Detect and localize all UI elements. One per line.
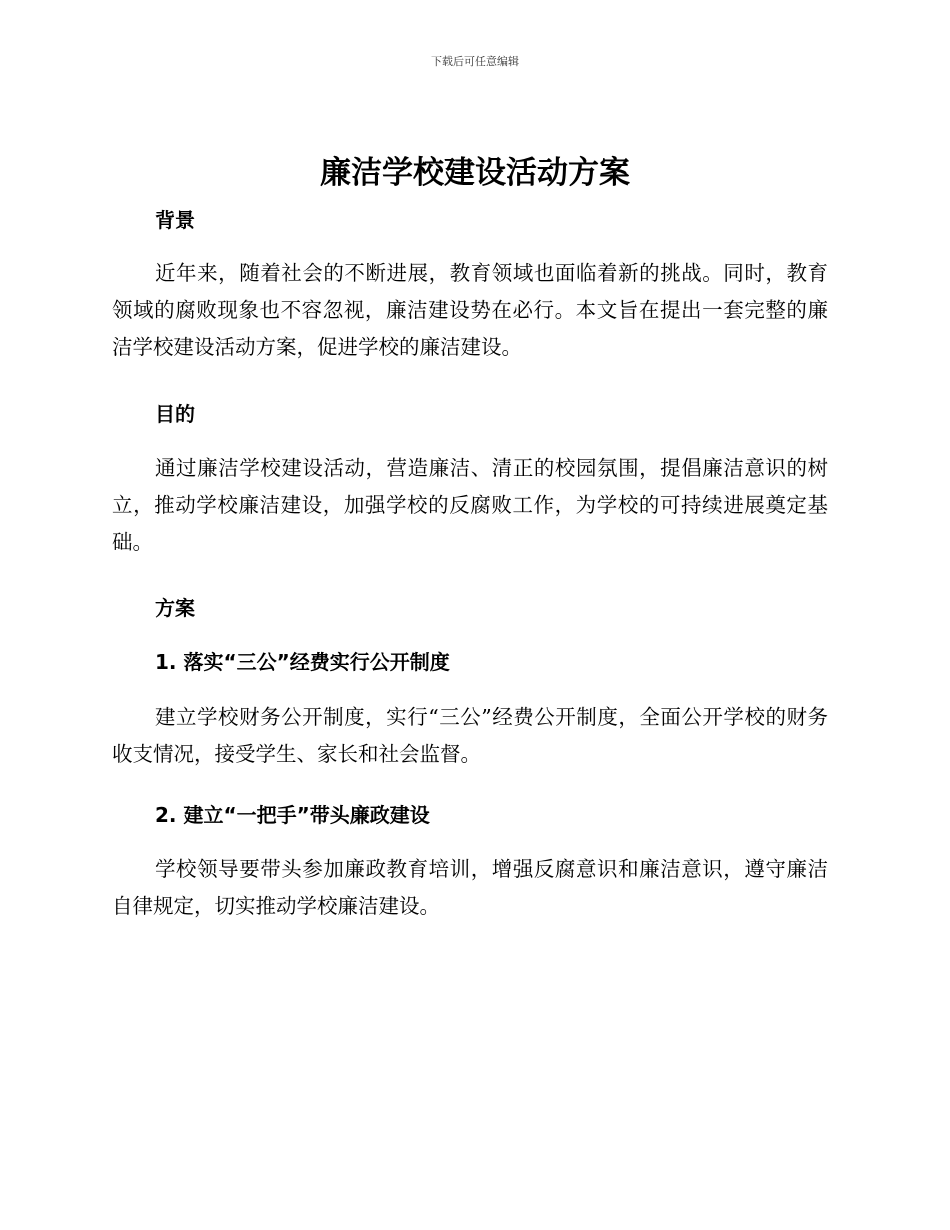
plan-item-1-paragraph: 建立学校财务公开制度，实行“三公”经费公开制度，全面公开学校的财务收支情况，接受学生、家长和社会监督。: [112, 705, 828, 766]
paragraph-purpose: 通过廉洁学校建设活动，营造廉洁、清正的校园氛围，提倡廉洁意识的树立，推动学校廉洁建设，加强学校的反腐败工作，为学校的可持续进展奠定基础。: [112, 456, 828, 554]
section-heading-background: 背景: [155, 208, 195, 232]
section-heading-purpose: 目的: [155, 402, 195, 426]
plan-item-2-paragraph: 学校领导要带头参加廉政教育培训，增强反腐意识和廉洁意识，遵守廉洁自律规定，切实推动学校廉洁建设。: [112, 857, 828, 918]
document-title: 廉洁学校建设活动方案: [320, 155, 630, 191]
section-heading-plan: 方案: [155, 596, 195, 620]
plan-item-2-heading: 2. 建立“一把手”带头廉政建设: [155, 803, 430, 827]
plan-item-1-heading: 1. 落实“三公”经费实行公开制度: [155, 650, 450, 674]
paragraph-background: 近年来，随着社会的不断进展，教育领域也面临着新的挑战。同时，教育领域的腐败现象也不容忽视，廉洁建设势在必行。本文旨在提出一套完整的廉洁学校建设活动方案，促进学校的廉洁建设。: [112, 261, 828, 359]
page-header: 下载后可任意编辑: [431, 55, 519, 68]
